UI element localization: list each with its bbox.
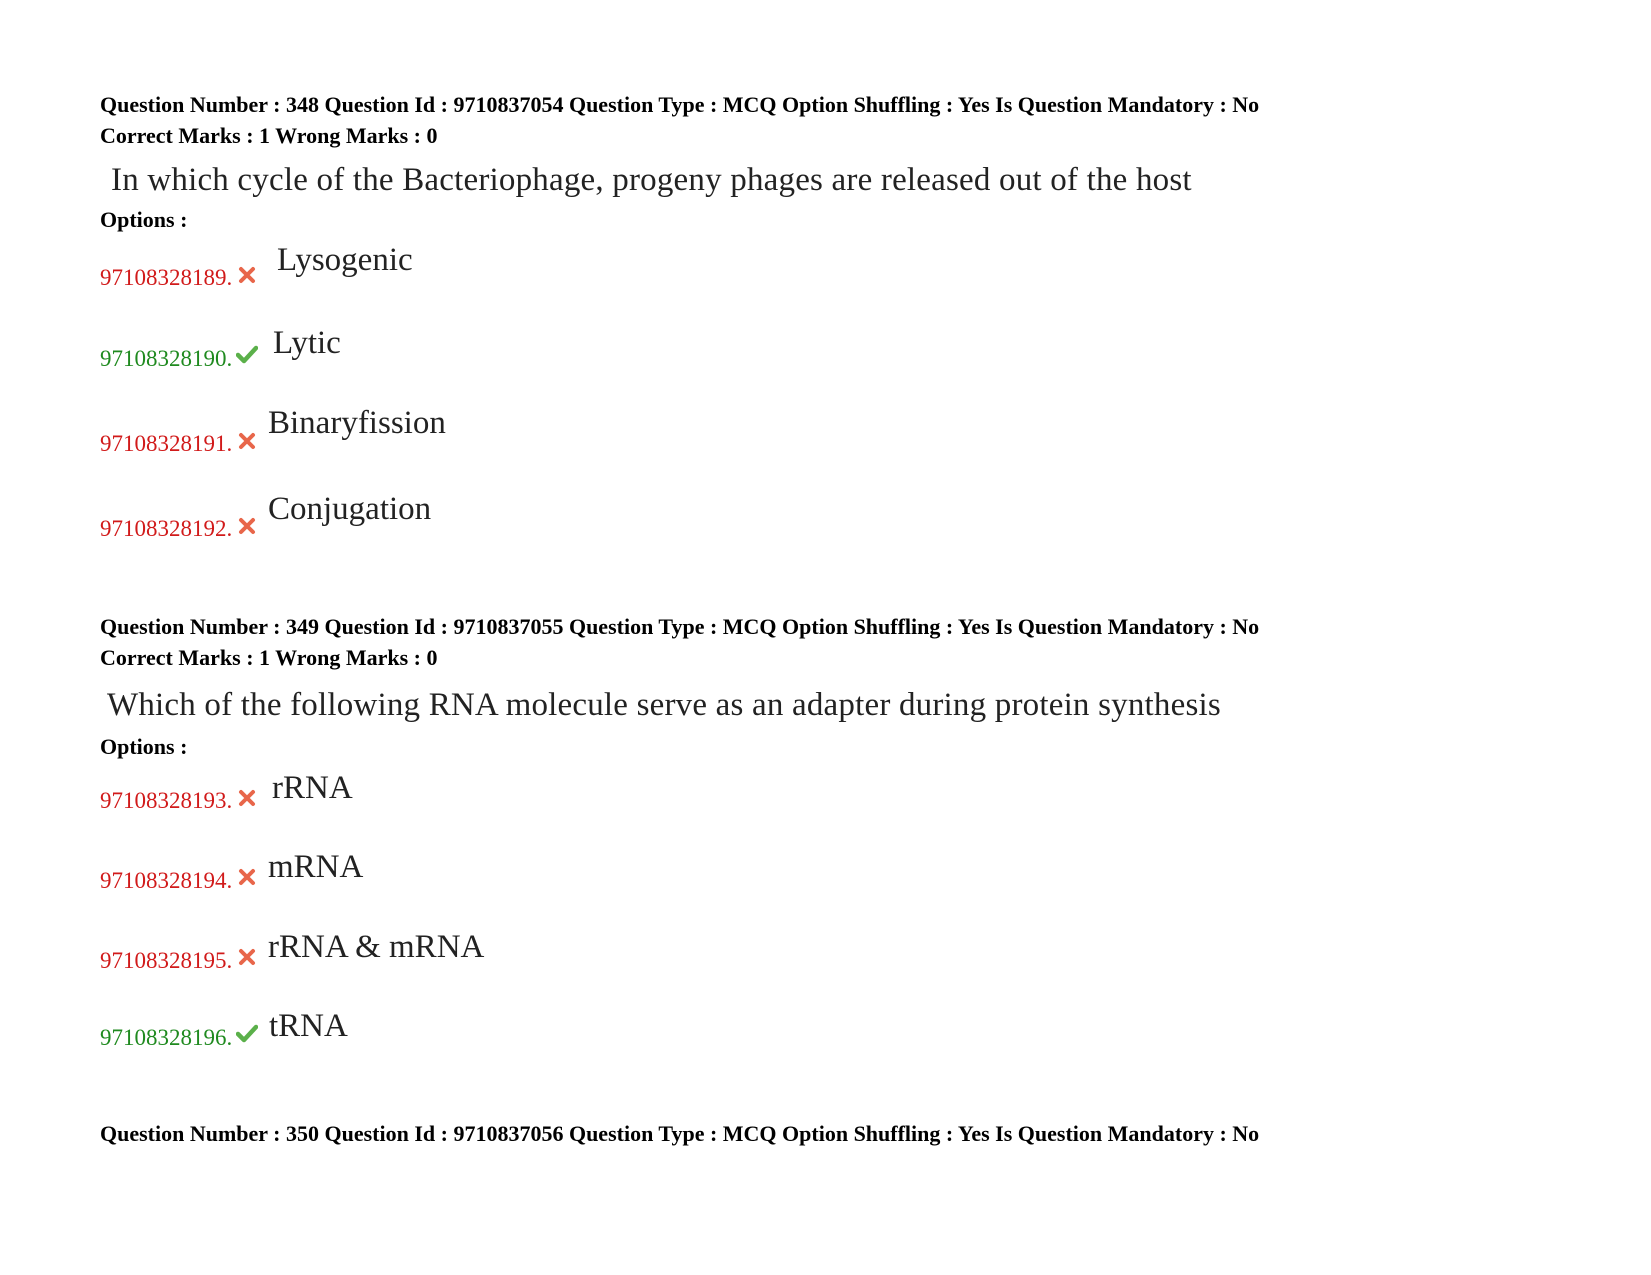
option-id: 97108328193.: [100, 788, 233, 813]
question-header: Question Number : 349 Question Id : 9710837055 Question Type : MCQ Option Shuffling : Yes Is Question Mandatory : No: [100, 614, 1260, 639]
option-id: 97108328196.: [100, 1025, 233, 1050]
option-id: 97108328190.: [100, 346, 233, 371]
option-id: 97108328191.: [100, 431, 233, 456]
cross-icon: [236, 946, 258, 968]
cross-icon: [236, 264, 258, 286]
options-label: Options :: [100, 207, 188, 232]
marks-line: Correct Marks : 1 Wrong Marks : 0: [100, 123, 438, 148]
option-id: 97108328189.: [100, 265, 233, 290]
marks-line: Correct Marks : 1 Wrong Marks : 0: [100, 645, 438, 670]
cross-icon: [236, 515, 258, 537]
question-text: In which cycle of the Bacteriophage, progeny phages are released out of the host: [111, 162, 1192, 198]
option-text: mRNA: [268, 849, 364, 885]
option-id: 97108328192.: [100, 516, 233, 541]
cross-icon: [236, 430, 258, 452]
option-id: 97108328195.: [100, 948, 233, 973]
cross-icon: [236, 787, 258, 809]
option-text: tRNA: [269, 1008, 348, 1044]
question-header: Question Number : 350 Question Id : 9710837056 Question Type : MCQ Option Shuffling : Yes Is Question Mandatory : No: [100, 1121, 1260, 1146]
option-text: Lytic: [273, 325, 341, 361]
cross-icon: [236, 866, 258, 888]
check-icon: [236, 344, 258, 366]
options-label: Options :: [100, 734, 188, 759]
option-text: rRNA & mRNA: [268, 929, 485, 965]
option-text: Conjugation: [268, 491, 432, 527]
question-text: Which of the following RNA molecule serve as an adapter during protein synthesis: [107, 687, 1221, 723]
question-header: Question Number : 348 Question Id : 9710837054 Question Type : MCQ Option Shuffling : Yes Is Question Mandatory : No: [100, 92, 1260, 117]
option-id: 97108328194.: [100, 868, 233, 893]
option-text: Binaryfission: [268, 405, 446, 441]
check-icon: [236, 1023, 258, 1045]
option-text: Lysogenic: [277, 242, 413, 278]
option-text: rRNA: [272, 770, 353, 806]
